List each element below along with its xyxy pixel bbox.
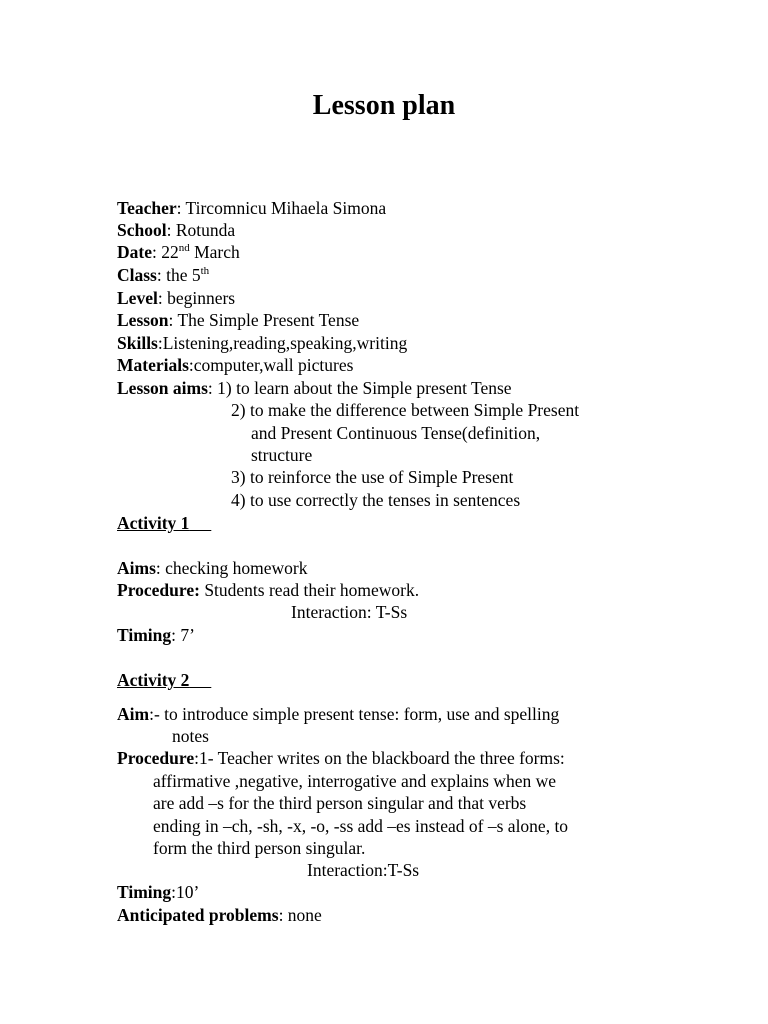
activity-2-heading: Activity 2 — [117, 670, 190, 690]
lesson-aims-first: : 1) to learn about the Simple present Tense — [207, 378, 512, 398]
activity-1-aims-label: Aims — [117, 558, 156, 578]
activity-2-timing-value: :10’ — [171, 882, 200, 902]
school-value: : Rotunda — [166, 220, 236, 240]
activity-2-procedure-first: :1- Teacher writes on the blackboard the three forms: — [194, 748, 565, 768]
activity-2-aim-line — [117, 703, 559, 725]
skills-label: Skills — [117, 333, 158, 353]
activity-2-procedure-text: form the third person singular. — [153, 838, 366, 858]
class-value: : the 5 — [156, 265, 201, 285]
aim-item: structure — [251, 445, 313, 465]
activity-2-procedure-text: ending in –ch, -sh, -x, -o, -ss add –es instead of –s alone, to — [153, 816, 569, 836]
activity-1-aims-value: : checking homework — [155, 558, 308, 578]
activity-2-problems-value: : none — [278, 905, 322, 925]
activity-2-aim-label: Aim — [117, 704, 150, 724]
materials-value: :computer,wall pictures — [188, 355, 354, 375]
activity-2-procedure-text: are add –s for the third person singular and that verbs — [153, 793, 527, 813]
date-line — [117, 241, 240, 263]
lesson-label: Lesson — [117, 310, 169, 330]
activity-2-procedure-label: Procedure — [117, 748, 195, 768]
activity-1-interaction: Interaction: T-Ss — [291, 602, 408, 622]
date-month: March — [189, 242, 240, 262]
class-line — [117, 264, 209, 286]
school-label: School — [117, 220, 167, 240]
level-value: : beginners — [157, 288, 236, 308]
activity-1-timing-value: : 7’ — [171, 625, 195, 645]
activity-1-procedure-value: Students read their homework. — [199, 580, 420, 600]
aim-item: 4) to use correctly the tenses in sentences — [231, 490, 521, 510]
class-label: Class — [117, 265, 157, 285]
aim-item: and Present Continuous Tense(definition, — [251, 423, 541, 443]
page-title: Lesson plan — [312, 90, 456, 121]
activity-2-interaction: Interaction:T-Ss — [307, 860, 420, 880]
level-line — [117, 287, 235, 309]
activity-1-procedure-line — [117, 579, 419, 601]
skills-line — [117, 332, 407, 354]
activity-2-timing-line — [117, 881, 199, 903]
level-label: Level — [117, 288, 158, 308]
activity-2-aim-value: :- to introduce simple present tense: form, use and spelling — [149, 704, 560, 724]
aim-item: 3) to reinforce the use of Simple Present — [231, 467, 514, 487]
activity-2-procedure-line — [117, 747, 565, 769]
teacher-value: : Tircomnicu Mihaela Simona — [176, 198, 387, 218]
activity-1-heading: Activity 1 — [117, 513, 190, 533]
date-value: : 22 — [151, 242, 179, 262]
school-line — [117, 219, 235, 241]
activity-1-timing-line — [117, 624, 195, 646]
date-suffix: nd — [178, 242, 190, 254]
activity-1-aims-line — [117, 557, 308, 579]
materials-label: Materials — [117, 355, 189, 375]
lesson-aims-line — [117, 377, 512, 399]
class-suffix: th — [200, 265, 210, 277]
activity-2-aim-cont: notes — [172, 726, 209, 746]
skills-value: :Listening,reading,speaking,writing — [157, 333, 408, 353]
activity-2-problems-label: Anticipated problems — [117, 905, 279, 925]
aim-item: 2) to make the difference between Simple Present — [231, 400, 580, 420]
activity-1-timing-label: Timing — [117, 625, 172, 645]
activity-2-timing-label: Timing — [117, 882, 172, 902]
activity-2-procedure-text: affirmative ,negative, interrogative and explains when we — [153, 771, 556, 791]
lesson-line — [117, 309, 359, 331]
teacher-line — [117, 197, 386, 219]
activity-1-procedure-label: Procedure: — [117, 580, 200, 600]
materials-line — [117, 354, 353, 376]
date-label: Date — [117, 242, 152, 262]
activity-2-problems-line — [117, 904, 322, 926]
lesson-aims-label: Lesson aims — [117, 378, 208, 398]
teacher-label: Teacher — [117, 198, 177, 218]
lesson-value: : The Simple Present Tense — [168, 310, 360, 330]
